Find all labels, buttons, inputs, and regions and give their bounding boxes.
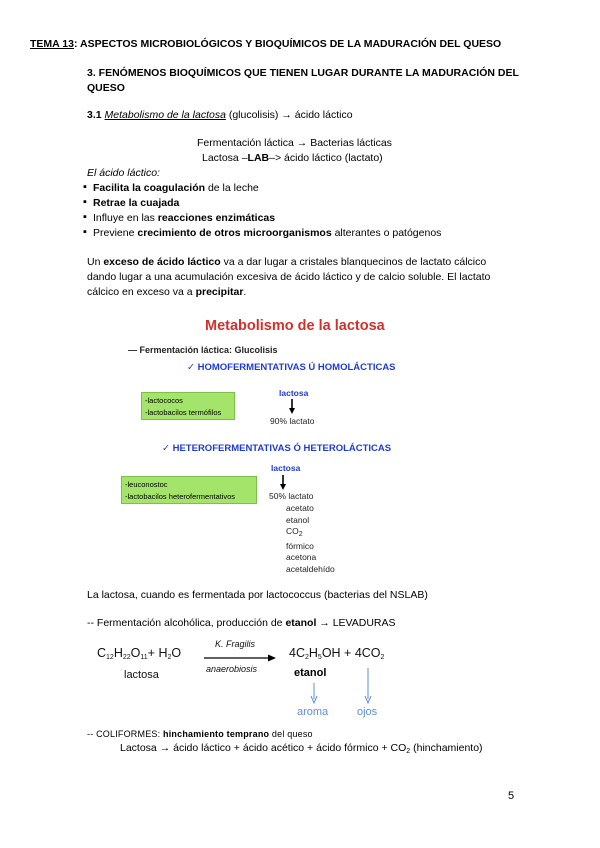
hetero-header-text: HETEROFERMENTATIVAS Ó HETEROLÁCTICAS [172, 443, 392, 454]
eq-h2o-sub: 2 [167, 654, 172, 661]
eq-r1-sub: 2 [304, 654, 309, 661]
product-etanol: etanol [286, 514, 310, 525]
eq-o-sub: 11 [140, 654, 148, 661]
coliformes-line-2 [120, 742, 483, 755]
bullet-1-bold: Facilita la coagulación [93, 182, 206, 194]
equation-ojos: ojos [357, 706, 378, 718]
aroma-arrow-icon [310, 683, 318, 708]
para-3b: precipitar [195, 286, 244, 298]
para-2: dando lugar a una acumulación excesiva de ácido láctico y de calcio soluble. El lactato [87, 271, 491, 283]
eq-r1-oh: OH + 4CO [321, 646, 381, 660]
subsection-31 [87, 109, 353, 121]
hetero-org-2: -lactobacilos heterofermentativos [125, 492, 236, 501]
eq-c: C [97, 646, 107, 660]
para-1c: va a dar lugar a cristales blanquecinos de lactato cálcico [220, 256, 487, 268]
page-number: 5 [508, 790, 515, 802]
para-1a: Un [87, 256, 104, 268]
bullet-item-3 [93, 212, 275, 224]
eq-r1-co2-sub: 2 [380, 654, 385, 661]
alcoholica-a: -- Fermentación alcohólica, producción de [87, 617, 286, 629]
eq-o: O [130, 646, 141, 660]
alcoholica-etanol: etanol [285, 617, 317, 629]
check-icon: ✓ [187, 362, 195, 373]
product-co2-sub: 2 [298, 531, 303, 539]
eq-c-sub: 12 [106, 654, 114, 661]
homo-lactosa: lactosa [279, 388, 309, 398]
coliformes-label: -- COLIFORMES: [87, 729, 164, 739]
product-co2 [286, 526, 335, 541]
product-acetona: acetona [286, 552, 317, 563]
equation-aroma: aroma [297, 706, 329, 718]
eq-h-sub: 22 [122, 654, 131, 661]
coliformes-co2-sub: 2 [406, 748, 411, 755]
product-formico: fórmico [286, 540, 314, 551]
tema-label: TEMA 13 [30, 38, 74, 50]
equation-anaerobiosis: anaerobiosis [206, 664, 258, 674]
eq-h: H [113, 646, 123, 660]
equation-etanol: etanol [294, 667, 327, 679]
figure-title: Metabolismo de la lactosa [205, 318, 385, 334]
fermentation-lab: LAB [247, 152, 270, 164]
alcoholica-levaduras: → LEVADURAS [316, 617, 396, 629]
hetero-lactosa: lactosa [271, 463, 301, 473]
hetero-result: 50% lactato [269, 491, 314, 501]
product-acetato: acetato [286, 503, 314, 513]
hetero-organisms-box [121, 476, 257, 504]
paragraph-exceso [87, 255, 527, 300]
fermentation-lactosa: Lactosa – [202, 152, 248, 164]
bullet-1-text: de la leche [205, 182, 259, 194]
para-3c: . [243, 286, 247, 298]
bullet-4-text: Previene [93, 227, 138, 239]
ojos-arrow-icon [364, 668, 372, 708]
homo-arrow-icon [289, 399, 295, 417]
hetero-products [286, 503, 335, 576]
homo-org-2: -lactobacilos termófilos [145, 408, 222, 417]
figure-subtitle-text: Fermentación láctica: Glucolisis [139, 345, 278, 355]
fermentation-line-1: Fermentación láctica → Bacterias lácticas [197, 137, 392, 149]
subsection-title: Metabolismo de la lactosa [104, 109, 226, 121]
homo-header [187, 362, 396, 373]
hetero-org-1: -leuconostoc [125, 480, 168, 489]
tema-title: : ASPECTOS MICROBIOLÓGICOS Y BIOQUÍMICOS DE LA MADURACIÓN DEL QUESO [73, 38, 502, 50]
homo-header-text: HOMOFERMENTATIVAS Ú HOMOLÁCTICAS [197, 362, 396, 373]
bullet-item-4 [93, 227, 441, 239]
product-acetaldehido: acetaldehído [286, 563, 335, 574]
alcoholica-line [87, 617, 396, 629]
section-title-line2: QUESO [87, 82, 125, 94]
bullet-3-bold: reacciones enzimáticas [157, 212, 276, 224]
para-3a: cálcico en exceso va a [87, 286, 196, 298]
homo-organisms-box [141, 392, 235, 420]
bullet-item-1 [93, 182, 259, 194]
eq-r1-h-sub: 5 [317, 654, 322, 661]
equation-lactosa: lactosa [124, 669, 159, 681]
bullet-4-end: alterantes o patógenos [331, 227, 442, 239]
section-title [87, 66, 527, 96]
coliformes-bold: hinchamiento temprano [163, 729, 270, 739]
coliformes-end: del queso [269, 729, 313, 739]
equation-k-fragilis: K. Fragilis [215, 639, 256, 649]
equation-products [289, 646, 384, 661]
bullet-3-text: Influye en las [93, 212, 158, 224]
check-icon: ✓ [162, 443, 170, 454]
subsection-rest: (glucolisis) → ácido láctico [225, 109, 353, 121]
product-co: CO [286, 526, 299, 537]
homo-result: 90% lactato [270, 416, 315, 426]
document-header [30, 38, 501, 50]
coliformes-line-1 [87, 729, 313, 739]
eq-o2: O [171, 646, 182, 660]
bullet-4-bold: crecimiento de otros microorganismos [137, 227, 332, 239]
fermentation-line-2 [202, 152, 383, 164]
bullet-item-2: ▪ Retrae la cuajada [93, 197, 179, 209]
subsection-number: 3.1 [87, 109, 105, 121]
acido-intro: El ácido láctico: [87, 167, 160, 179]
fermentation-product: –> ácido láctico (lactato) [269, 152, 383, 164]
coliformes-hinchamiento: (hinchamiento) [410, 742, 483, 754]
section-title-line1: 3. FENÓMENOS BIOQUÍMICOS QUE TIENEN LUGAR DURANTE LA MADURACIÓN DEL [87, 67, 519, 79]
hetero-header [162, 443, 391, 454]
coliformes-equation: Lactosa → ácido láctico + ácido acético + ácido fórmico + CO [120, 742, 407, 754]
homo-org-1: -lactococos [145, 396, 183, 405]
eq-r1: 4C [289, 646, 305, 660]
figure-subtitle: — Fermentación láctica: Glucolisis [128, 345, 278, 355]
equation-reactants [97, 646, 181, 661]
para-1b: exceso de ácido láctico [103, 256, 221, 268]
eq-plus-h2o: + H [147, 646, 168, 660]
nslab-text: La lactosa, cuando es fermentada por lactococcus (bacterias del NSLAB) [87, 589, 428, 601]
eq-r1-h: H [308, 646, 318, 660]
